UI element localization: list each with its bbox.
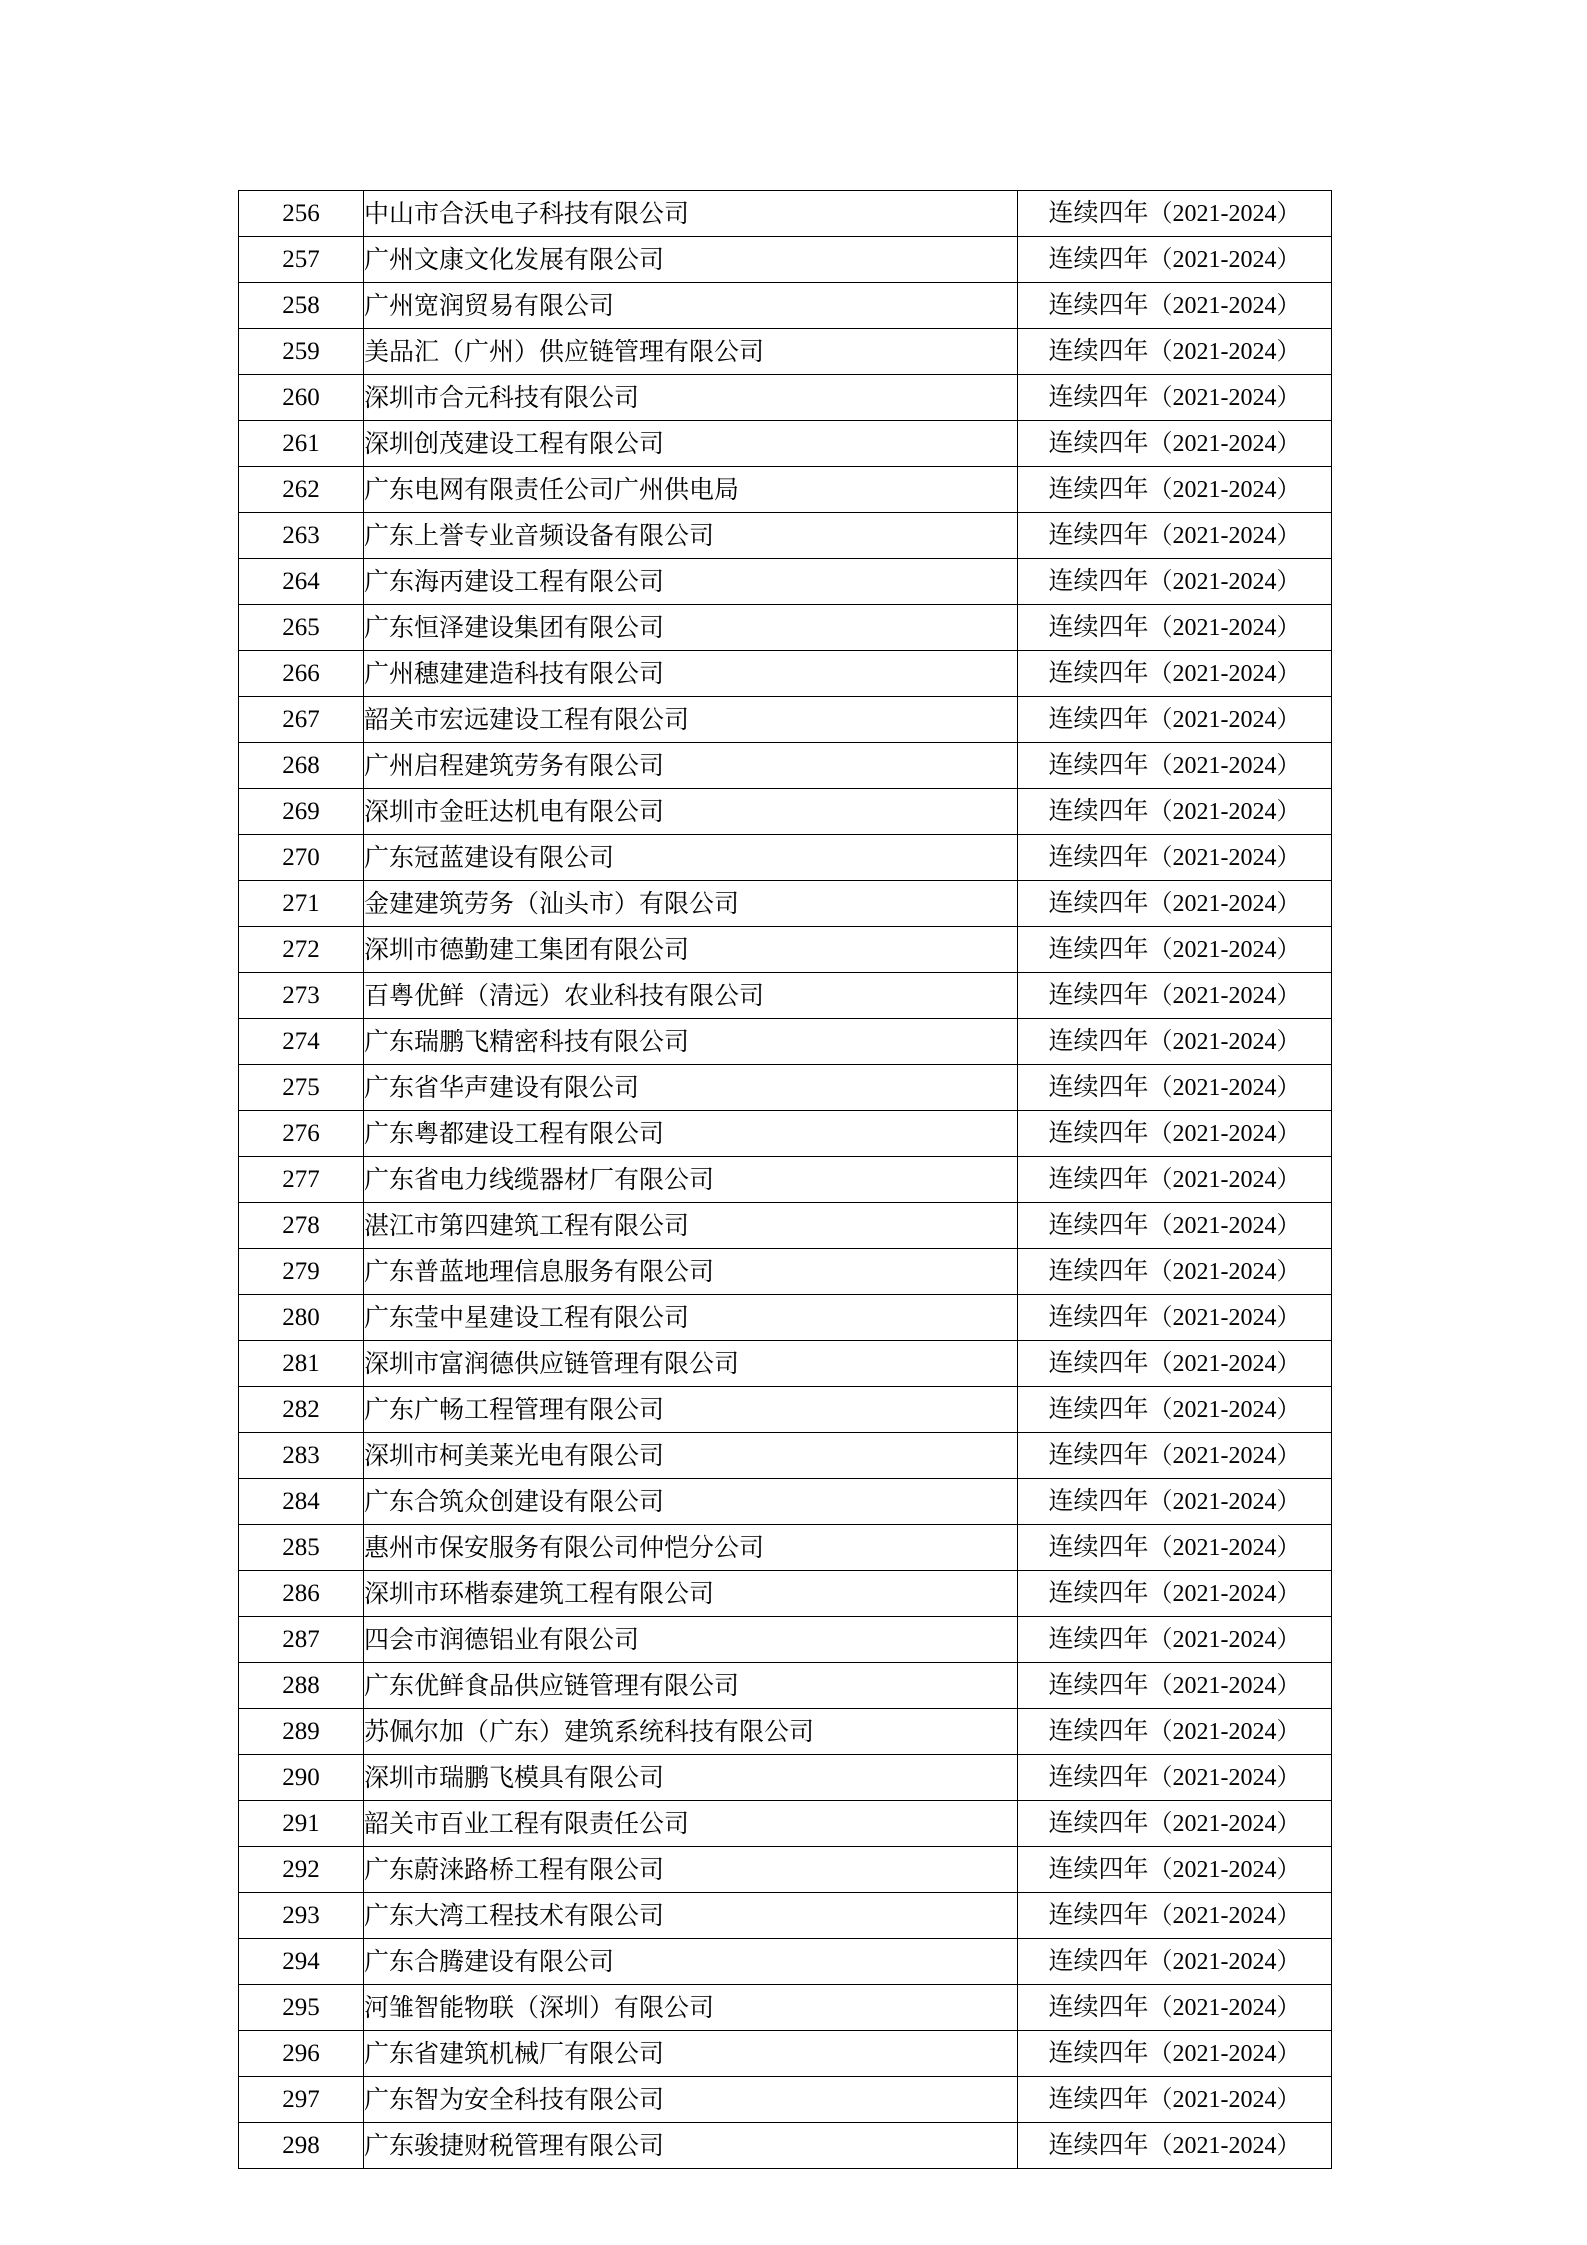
status-cell xyxy=(1018,191,1332,237)
table-row xyxy=(239,467,1332,513)
status-cell xyxy=(1018,467,1332,513)
status-years: （2021-2024） xyxy=(1148,1213,1301,1239)
row-index-cell: 292 xyxy=(239,1847,364,1893)
row-index-cell: 288 xyxy=(239,1663,364,1709)
row-index-cell: 272 xyxy=(239,927,364,973)
status-years: （2021-2024） xyxy=(1148,385,1301,411)
company-name-cell: 广东莹中星建设工程有限公司 xyxy=(364,1295,1018,1341)
status-years: （2021-2024） xyxy=(1148,247,1301,273)
company-name-cell: 中山市合沃电子科技有限公司 xyxy=(364,191,1018,237)
company-name-cell: 广东智为安全科技有限公司 xyxy=(364,2077,1018,2123)
company-name-cell: 广东普蓝地理信息服务有限公司 xyxy=(364,1249,1018,1295)
status-years: （2021-2024） xyxy=(1148,293,1301,319)
company-name-cell: 惠州市保安服务有限公司仲恺分公司 xyxy=(364,1525,1018,1571)
status-years: （2021-2024） xyxy=(1148,477,1301,503)
row-index-cell: 284 xyxy=(239,1479,364,1525)
status-cell xyxy=(1018,283,1332,329)
status-years: （2021-2024） xyxy=(1148,1535,1301,1561)
table-row xyxy=(239,1341,1332,1387)
status-label: 连续四年 xyxy=(1048,1072,1149,1101)
status-years: （2021-2024） xyxy=(1148,799,1301,825)
status-label: 连续四年 xyxy=(1048,1256,1149,1285)
company-listing-table xyxy=(238,190,1332,2169)
company-name-cell: 广东蔚涞路桥工程有限公司 xyxy=(364,1847,1018,1893)
table-row xyxy=(239,835,1332,881)
status-cell xyxy=(1018,1985,1332,2031)
row-index-cell: 278 xyxy=(239,1203,364,1249)
status-years: （2021-2024） xyxy=(1148,1443,1301,1469)
status-cell xyxy=(1018,743,1332,789)
status-cell xyxy=(1018,973,1332,1019)
table-row xyxy=(239,973,1332,1019)
company-name-cell: 金建建筑劳务（汕头市）有限公司 xyxy=(364,881,1018,927)
status-cell xyxy=(1018,2123,1332,2169)
status-cell xyxy=(1018,2077,1332,2123)
status-label: 连续四年 xyxy=(1048,1164,1149,1193)
status-cell xyxy=(1018,1111,1332,1157)
status-years: （2021-2024） xyxy=(1148,661,1301,687)
table-row xyxy=(239,237,1332,283)
status-label: 连续四年 xyxy=(1048,1302,1149,1331)
status-label: 连续四年 xyxy=(1048,336,1149,365)
company-listing-table-wrapper xyxy=(238,190,1328,2169)
status-cell xyxy=(1018,559,1332,605)
status-label: 连续四年 xyxy=(1048,520,1149,549)
row-index-cell: 269 xyxy=(239,789,364,835)
company-name-cell: 深圳创茂建设工程有限公司 xyxy=(364,421,1018,467)
company-name-cell: 广东省电力线缆器材厂有限公司 xyxy=(364,1157,1018,1203)
status-years: （2021-2024） xyxy=(1148,1029,1301,1055)
status-cell xyxy=(1018,651,1332,697)
status-cell xyxy=(1018,1341,1332,1387)
table-row xyxy=(239,697,1332,743)
status-label: 连续四年 xyxy=(1048,198,1149,227)
company-name-cell: 广东大湾工程技术有限公司 xyxy=(364,1893,1018,1939)
table-row xyxy=(239,1203,1332,1249)
status-label: 连续四年 xyxy=(1048,428,1149,457)
row-index-cell: 285 xyxy=(239,1525,364,1571)
company-name-cell: 湛江市第四建筑工程有限公司 xyxy=(364,1203,1018,1249)
table-row xyxy=(239,1801,1332,1847)
status-label: 连续四年 xyxy=(1048,1486,1149,1515)
status-years: （2021-2024） xyxy=(1148,1121,1301,1147)
table-row xyxy=(239,1157,1332,1203)
table-row xyxy=(239,329,1332,375)
status-years: （2021-2024） xyxy=(1148,2087,1301,2113)
company-name-cell: 广东省华声建设有限公司 xyxy=(364,1065,1018,1111)
status-years: （2021-2024） xyxy=(1148,2133,1301,2159)
company-name-cell: 广东广畅工程管理有限公司 xyxy=(364,1387,1018,1433)
company-name-cell: 广东海丙建设工程有限公司 xyxy=(364,559,1018,605)
company-name-cell: 深圳市合元科技有限公司 xyxy=(364,375,1018,421)
status-label: 连续四年 xyxy=(1048,1440,1149,1469)
status-years: （2021-2024） xyxy=(1148,891,1301,917)
status-years: （2021-2024） xyxy=(1148,569,1301,595)
company-name-cell: 广东上誉专业音频设备有限公司 xyxy=(364,513,1018,559)
status-years: （2021-2024） xyxy=(1148,1075,1301,1101)
status-cell xyxy=(1018,1893,1332,1939)
table-row xyxy=(239,1985,1332,2031)
table-body xyxy=(239,191,1332,2169)
table-row xyxy=(239,559,1332,605)
row-index-cell: 267 xyxy=(239,697,364,743)
status-label: 连续四年 xyxy=(1048,1026,1149,1055)
status-label: 连续四年 xyxy=(1048,842,1149,871)
row-index-cell: 261 xyxy=(239,421,364,467)
company-name-cell: 四会市润德铝业有限公司 xyxy=(364,1617,1018,1663)
row-index-cell: 274 xyxy=(239,1019,364,1065)
status-years: （2021-2024） xyxy=(1148,201,1301,227)
table-row xyxy=(239,2031,1332,2077)
status-years: （2021-2024） xyxy=(1148,1811,1301,1837)
row-index-cell: 295 xyxy=(239,1985,364,2031)
status-cell xyxy=(1018,1479,1332,1525)
company-name-cell: 广东冠蓝建设有限公司 xyxy=(364,835,1018,881)
status-cell xyxy=(1018,605,1332,651)
table-row xyxy=(239,191,1332,237)
status-label: 连续四年 xyxy=(1048,1992,1149,2021)
table-row xyxy=(239,1709,1332,1755)
table-row xyxy=(239,2077,1332,2123)
status-years: （2021-2024） xyxy=(1148,431,1301,457)
status-label: 连续四年 xyxy=(1048,2084,1149,2113)
status-label: 连续四年 xyxy=(1048,750,1149,779)
status-label: 连续四年 xyxy=(1048,1854,1149,1883)
status-label: 连续四年 xyxy=(1048,888,1149,917)
status-label: 连续四年 xyxy=(1048,704,1149,733)
row-index-cell: 264 xyxy=(239,559,364,605)
status-label: 连续四年 xyxy=(1048,1210,1149,1239)
status-cell xyxy=(1018,513,1332,559)
row-index-cell: 293 xyxy=(239,1893,364,1939)
company-name-cell: 广东省建筑机械厂有限公司 xyxy=(364,2031,1018,2077)
status-label: 连续四年 xyxy=(1048,1808,1149,1837)
row-index-cell: 275 xyxy=(239,1065,364,1111)
status-label: 连续四年 xyxy=(1048,796,1149,825)
table-row xyxy=(239,1065,1332,1111)
company-name-cell: 韶关市宏远建设工程有限公司 xyxy=(364,697,1018,743)
status-years: （2021-2024） xyxy=(1148,1259,1301,1285)
row-index-cell: 286 xyxy=(239,1571,364,1617)
status-cell xyxy=(1018,237,1332,283)
status-years: （2021-2024） xyxy=(1148,707,1301,733)
status-cell xyxy=(1018,1571,1332,1617)
status-cell xyxy=(1018,1433,1332,1479)
status-label: 连续四年 xyxy=(1048,1118,1149,1147)
row-index-cell: 281 xyxy=(239,1341,364,1387)
table-row xyxy=(239,1617,1332,1663)
status-years: （2021-2024） xyxy=(1148,1765,1301,1791)
table-row xyxy=(239,927,1332,973)
status-label: 连续四年 xyxy=(1048,566,1149,595)
company-name-cell: 河雏智能物联（深圳）有限公司 xyxy=(364,1985,1018,2031)
table-row xyxy=(239,1479,1332,1525)
status-cell xyxy=(1018,1847,1332,1893)
company-name-cell: 深圳市金旺达机电有限公司 xyxy=(364,789,1018,835)
status-label: 连续四年 xyxy=(1048,612,1149,641)
company-name-cell: 广东恒泽建设集团有限公司 xyxy=(364,605,1018,651)
status-label: 连续四年 xyxy=(1048,1578,1149,1607)
table-row xyxy=(239,1939,1332,1985)
company-name-cell: 广东粤都建设工程有限公司 xyxy=(364,1111,1018,1157)
status-years: （2021-2024） xyxy=(1148,1627,1301,1653)
status-cell xyxy=(1018,1801,1332,1847)
row-index-cell: 279 xyxy=(239,1249,364,1295)
status-cell xyxy=(1018,835,1332,881)
row-index-cell: 262 xyxy=(239,467,364,513)
row-index-cell: 298 xyxy=(239,2123,364,2169)
row-index-cell: 266 xyxy=(239,651,364,697)
company-name-cell: 深圳市瑞鹏飞模具有限公司 xyxy=(364,1755,1018,1801)
row-index-cell: 277 xyxy=(239,1157,364,1203)
company-name-cell: 广东骏捷财税管理有限公司 xyxy=(364,2123,1018,2169)
company-name-cell: 深圳市富润德供应链管理有限公司 xyxy=(364,1341,1018,1387)
table-row xyxy=(239,1433,1332,1479)
row-index-cell: 270 xyxy=(239,835,364,881)
table-row xyxy=(239,283,1332,329)
status-years: （2021-2024） xyxy=(1148,1305,1301,1331)
status-label: 连续四年 xyxy=(1048,290,1149,319)
table-row xyxy=(239,1755,1332,1801)
status-cell xyxy=(1018,1663,1332,1709)
row-index-cell: 294 xyxy=(239,1939,364,1985)
row-index-cell: 265 xyxy=(239,605,364,651)
row-index-cell: 259 xyxy=(239,329,364,375)
status-years: （2021-2024） xyxy=(1148,1949,1301,1975)
status-years: （2021-2024） xyxy=(1148,845,1301,871)
status-cell xyxy=(1018,1755,1332,1801)
status-cell xyxy=(1018,1939,1332,1985)
status-cell xyxy=(1018,1709,1332,1755)
table-row xyxy=(239,375,1332,421)
row-index-cell: 260 xyxy=(239,375,364,421)
status-cell xyxy=(1018,421,1332,467)
status-cell xyxy=(1018,1617,1332,1663)
status-label: 连续四年 xyxy=(1048,934,1149,963)
row-index-cell: 257 xyxy=(239,237,364,283)
company-name-cell: 美品汇（广州）供应链管理有限公司 xyxy=(364,329,1018,375)
status-cell xyxy=(1018,1525,1332,1571)
status-cell xyxy=(1018,927,1332,973)
company-name-cell: 广东合筑众创建设有限公司 xyxy=(364,1479,1018,1525)
table-row xyxy=(239,651,1332,697)
table-row xyxy=(239,789,1332,835)
status-label: 连续四年 xyxy=(1048,2130,1149,2159)
table-row xyxy=(239,1847,1332,1893)
status-years: （2021-2024） xyxy=(1148,1719,1301,1745)
company-name-cell: 广州宽润贸易有限公司 xyxy=(364,283,1018,329)
status-cell xyxy=(1018,329,1332,375)
status-label: 连续四年 xyxy=(1048,1670,1149,1699)
company-name-cell: 百粤优鲜（清远）农业科技有限公司 xyxy=(364,973,1018,1019)
status-label: 连续四年 xyxy=(1048,1900,1149,1929)
company-name-cell: 广东瑞鹏飞精密科技有限公司 xyxy=(364,1019,1018,1065)
status-cell xyxy=(1018,789,1332,835)
table-row xyxy=(239,1387,1332,1433)
status-label: 连续四年 xyxy=(1048,980,1149,1009)
table-row xyxy=(239,1295,1332,1341)
row-index-cell: 263 xyxy=(239,513,364,559)
row-index-cell: 283 xyxy=(239,1433,364,1479)
status-years: （2021-2024） xyxy=(1148,1397,1301,1423)
status-cell xyxy=(1018,1387,1332,1433)
table-row xyxy=(239,1111,1332,1157)
row-index-cell: 296 xyxy=(239,2031,364,2077)
status-cell xyxy=(1018,1295,1332,1341)
row-index-cell: 289 xyxy=(239,1709,364,1755)
status-label: 连续四年 xyxy=(1048,1394,1149,1423)
company-name-cell: 深圳市德勤建工集团有限公司 xyxy=(364,927,1018,973)
status-years: （2021-2024） xyxy=(1148,1581,1301,1607)
status-years: （2021-2024） xyxy=(1148,1903,1301,1929)
company-name-cell: 韶关市百业工程有限责任公司 xyxy=(364,1801,1018,1847)
status-years: （2021-2024） xyxy=(1148,1167,1301,1193)
status-cell xyxy=(1018,1019,1332,1065)
status-years: （2021-2024） xyxy=(1148,1995,1301,2021)
table-row xyxy=(239,1249,1332,1295)
row-index-cell: 256 xyxy=(239,191,364,237)
table-row xyxy=(239,1893,1332,1939)
status-years: （2021-2024） xyxy=(1148,523,1301,549)
status-cell xyxy=(1018,881,1332,927)
company-name-cell: 深圳市环楷泰建筑工程有限公司 xyxy=(364,1571,1018,1617)
row-index-cell: 291 xyxy=(239,1801,364,1847)
status-years: （2021-2024） xyxy=(1148,753,1301,779)
status-years: （2021-2024） xyxy=(1148,2041,1301,2067)
status-cell xyxy=(1018,2031,1332,2077)
status-label: 连续四年 xyxy=(1048,1348,1149,1377)
status-years: （2021-2024） xyxy=(1148,983,1301,1009)
status-years: （2021-2024） xyxy=(1148,1489,1301,1515)
status-cell xyxy=(1018,697,1332,743)
status-years: （2021-2024） xyxy=(1148,937,1301,963)
row-index-cell: 297 xyxy=(239,2077,364,2123)
status-cell xyxy=(1018,1065,1332,1111)
status-years: （2021-2024） xyxy=(1148,1351,1301,1377)
row-index-cell: 282 xyxy=(239,1387,364,1433)
table-row xyxy=(239,513,1332,559)
status-years: （2021-2024） xyxy=(1148,1857,1301,1883)
status-label: 连续四年 xyxy=(1048,2038,1149,2067)
table-row xyxy=(239,1663,1332,1709)
company-name-cell: 广东优鲜食品供应链管理有限公司 xyxy=(364,1663,1018,1709)
row-index-cell: 258 xyxy=(239,283,364,329)
table-row xyxy=(239,743,1332,789)
status-cell xyxy=(1018,1203,1332,1249)
row-index-cell: 276 xyxy=(239,1111,364,1157)
row-index-cell: 290 xyxy=(239,1755,364,1801)
status-cell xyxy=(1018,1249,1332,1295)
status-label: 连续四年 xyxy=(1048,382,1149,411)
status-cell xyxy=(1018,375,1332,421)
status-years: （2021-2024） xyxy=(1148,339,1301,365)
table-row xyxy=(239,881,1332,927)
company-name-cell: 广州穗建建造科技有限公司 xyxy=(364,651,1018,697)
table-row xyxy=(239,1525,1332,1571)
row-index-cell: 287 xyxy=(239,1617,364,1663)
table-row xyxy=(239,1019,1332,1065)
table-row xyxy=(239,605,1332,651)
table-row xyxy=(239,421,1332,467)
status-label: 连续四年 xyxy=(1048,658,1149,687)
status-label: 连续四年 xyxy=(1048,1946,1149,1975)
status-label: 连续四年 xyxy=(1048,1624,1149,1653)
row-index-cell: 273 xyxy=(239,973,364,1019)
company-name-cell: 广州文康文化发展有限公司 xyxy=(364,237,1018,283)
row-index-cell: 271 xyxy=(239,881,364,927)
status-years: （2021-2024） xyxy=(1148,615,1301,641)
table-row xyxy=(239,2123,1332,2169)
status-label: 连续四年 xyxy=(1048,1532,1149,1561)
status-years: （2021-2024） xyxy=(1148,1673,1301,1699)
company-name-cell: 苏佩尔加（广东）建筑系统科技有限公司 xyxy=(364,1709,1018,1755)
status-cell xyxy=(1018,1157,1332,1203)
company-name-cell: 广州启程建筑劳务有限公司 xyxy=(364,743,1018,789)
status-label: 连续四年 xyxy=(1048,1762,1149,1791)
row-index-cell: 280 xyxy=(239,1295,364,1341)
status-label: 连续四年 xyxy=(1048,474,1149,503)
company-name-cell: 广东电网有限责任公司广州供电局 xyxy=(364,467,1018,513)
table-row xyxy=(239,1571,1332,1617)
row-index-cell: 268 xyxy=(239,743,364,789)
status-label: 连续四年 xyxy=(1048,1716,1149,1745)
status-label: 连续四年 xyxy=(1048,244,1149,273)
company-name-cell: 广东合腾建设有限公司 xyxy=(364,1939,1018,1985)
company-name-cell: 深圳市柯美莱光电有限公司 xyxy=(364,1433,1018,1479)
